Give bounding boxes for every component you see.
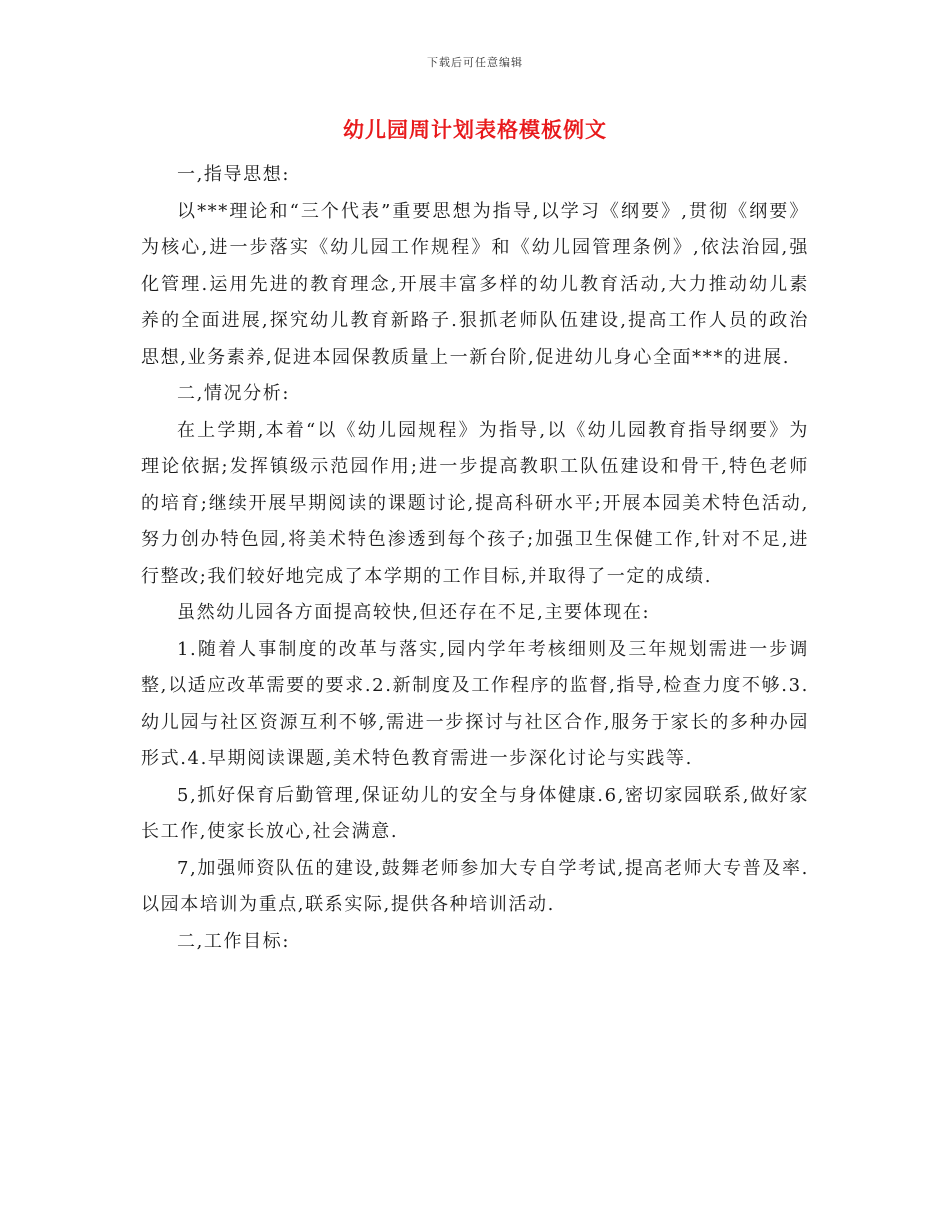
document-body — [141, 157, 809, 960]
header-note: 下载后可任意编辑 — [427, 56, 523, 69]
paragraph-item-5-6: 5,抓好保育后勤管理,保证幼儿的安全与身体健康.6,密切家园联系,做好家长工作,使家长放心,社会满意. — [141, 784, 809, 842]
paragraph-shortcomings-intro: 虽然幼儿园各方面提高较快,但还存在不足,主要体现在: — [177, 602, 651, 623]
section-heading-work-goals: 二,工作目标: — [177, 930, 290, 952]
document-title: 幼儿园周计划表格模板例文 — [343, 117, 607, 142]
section-heading-situation-analysis: 二,情况分析: — [177, 383, 290, 404]
paragraph-last-semester: 在上学期,本着“以《幼儿园规程》为指导,以《幼儿园教育指导纲要》为理论依据;发挥镇级示范园作用;进一步提高教职工队伍建设和骨干,特色老师的培育;继续开展早期阅读的课题讨论,提高科研水平;开展本园美术特色活动,努力创办特色园,将美术特色渗透到每个孩子;加强卫生保健工作,针对不足,进行整改;我们较好地完成了本学期的工作目标,并取得了一定的成绩. — [141, 419, 809, 587]
paragraph-item-7: 7,加强师资队伍的建设,鼓舞老师参加大专自学考试,提高老师大专普及率.以园本培训为重点,联系实际,提供各种培训活动. — [141, 857, 809, 915]
section-heading-guiding-ideology: 一,指导思想: — [177, 164, 290, 185]
paragraph-guiding-ideology: 以***理论和“三个代表”重要思想为指导,以学习《纲要》,贯彻《纲要》为核心,进一步落实《幼儿园工作规程》和《幼儿园管理条例》,依法治园,强化管理.运用先进的教育理念,开展丰富多样的幼儿教育活动,大力推动幼儿素养的全面进展,探究幼儿教育新路子.狠抓老师队伍建设,提高工作人员的政治思想,业务素养,促进本园保教质量上一新台阶,促进幼儿身心全面***的进展. — [141, 200, 809, 368]
paragraph-shortcomings-list: 1.随着人事制度的改革与落实,园内学年考核细则及三年规划需进一步调整,以适应改革需要的要求.2.新制度及工作程序的监督,指导,检查力度不够.3.幼儿园与社区资源互利不够,需进一步探讨与社区合作,服务于家长的多种办园形式.4.早期阅读课题,美术特色教育需进一步深化讨论与实践等. — [141, 638, 809, 769]
